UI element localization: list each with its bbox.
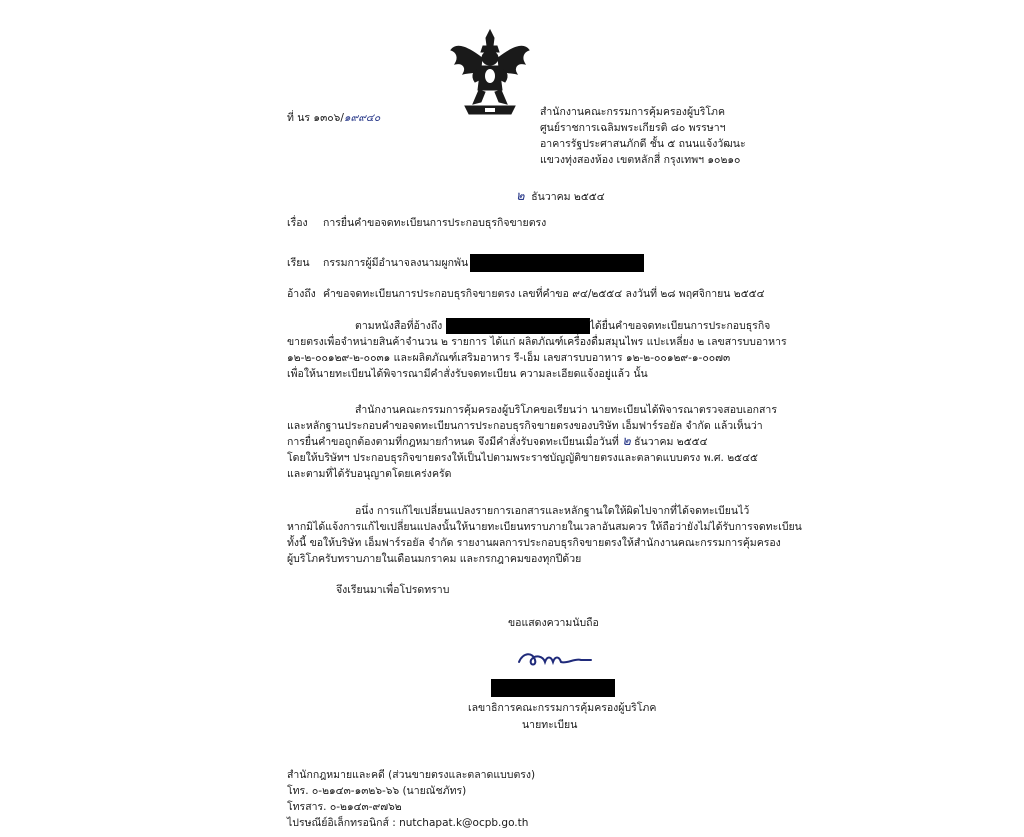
date-day-handwritten: ๒	[516, 189, 525, 204]
para2-day-handwritten: ๒	[622, 434, 631, 449]
para2-line3-start: การยื่นคำขอถูกต้องตามที่กฎหมายกำหนด จึงมีคำสั่งรับจดทะเบียนเมื่อวันที่	[287, 436, 619, 448]
ref-number-handwritten: ๑๙๙๔๐	[343, 112, 381, 124]
ref-prefix: ที่ นร ๑๓๐๖/	[287, 112, 344, 124]
address-line: สำนักงานคณะกรรมการคุ้มครองผู้บริโภค	[540, 106, 725, 118]
footer-line: โทร. ๐-๒๑๔๓-๑๓๒๖-๖๖ (นายณัชภัทร)	[287, 785, 467, 797]
para3-line: ทั้งนี้ ขอให้บริษัท เอ็มฟาร์รอยัล จำกัด รายงานผลการประกอบธุรกิจขายตรงให้สำนักงานคณะกรรมการคุ้มครอง	[287, 537, 781, 549]
para2-line: โดยให้บริษัทฯ ประกอบธุรกิจขายตรงให้เป็นไปตามพระราชบัญญัติขายตรงและตลาดแบบตรง พ.ศ. ๒๕๔๕	[287, 452, 758, 464]
paragraph-3	[287, 503, 802, 567]
address-line: อาคารรัฐประศาสนภักดี ชั้น ๕ ถนนแจ้งวัฒนะ	[540, 138, 746, 150]
footer-contact	[287, 767, 535, 831]
para2-line: และหลักฐานประกอบคำขอจดทะเบียนการประกอบธุรกิจขายตรงของบริษัท เอ็มฟาร์รอยัล จำกัด แล้วเห็นว่า	[287, 420, 763, 432]
para1-line1-end: ได้ยื่นคำขอจดทะเบียนการประกอบธุรกิจ	[589, 320, 771, 332]
para2-line: และตามที่ได้รับอนุญาตโดยเคร่งครัด	[287, 468, 452, 480]
subject-text: การยื่นคำขอจดทะเบียนการประกอบธุรกิจขายตรง	[323, 217, 547, 229]
letter-date	[516, 190, 605, 204]
para1-line: ขายตรงเพื่อจำหน่ายสินค้าจำนวน ๒ รายการ ได้แก่ ผลิตภัณฑ์เครื่องดื่มสมุนไพร แปะเหลี่ยง ๒ เลขสารบบอาหาร	[287, 336, 787, 348]
sender-address	[540, 104, 746, 168]
paragraph-1	[287, 318, 787, 382]
paragraph-2	[287, 402, 777, 482]
signer-title: เลขาธิการคณะกรรมการคุ้มครองผู้บริโภค	[468, 702, 657, 714]
signer-role: นายทะเบียน	[522, 719, 578, 731]
para3-line: อนึ่ง การแก้ไขเปลี่ยนแปลงรายการเอกสารและหลักฐานใดให้ผิดไปจากที่ได้จดทะเบียนไว้	[355, 505, 750, 517]
para1-line: เพื่อให้นายทะเบียนได้พิจารณามีคำสั่งรับจดทะเบียน ความละเอียดแจ้งอยู่แล้ว นั้น	[287, 368, 648, 380]
para1-line1-start: ตามหนังสือที่อ้างถึง	[355, 320, 443, 332]
reference-number	[287, 112, 380, 125]
subject-line	[287, 217, 546, 230]
para2-line: สำนักงานคณะกรรมการคุ้มครองผู้บริโภคขอเรียนว่า นายทะเบียนได้พิจารณาตรวจสอบเอกสาร	[355, 404, 777, 416]
footer-line: โทรสาร. ๐-๒๑๔๓-๙๗๖๒	[287, 801, 402, 813]
address-line: ศูนย์ราชการเฉลิมพระเกียรติ ๘๐ พรรษาฯ	[540, 122, 726, 134]
para1-line: ๑๒-๒-๐๐๑๒๙-๒-๐๐๓๑ และผลิตภัณฑ์เสริมอาหาร รี-เอ็ม เลขสารบบอาหาร ๑๒-๒-๐๐๑๒๙-๑-๐๐๗๓	[287, 352, 731, 364]
reference-line	[287, 288, 765, 301]
addressee-line	[287, 254, 644, 272]
footer-email: ไปรษณีย์อิเล็กทรอนิกส์ : nutchapat.k@ocpb.go.th	[287, 817, 529, 829]
footer-line: สำนักกฎหมายและคดี (ส่วนขายตรงและตลาดแบบตรง)	[287, 769, 536, 781]
signature-icon	[515, 648, 595, 670]
signoff-line: ขอแสดงความนับถือ	[508, 617, 599, 629]
redaction-box	[470, 254, 644, 272]
para3-line: หากมิได้แจ้งการแก้ไขเปลี่ยนแปลงนั้นให้นายทะเบียนทราบภายในเวลาอันสมควร ให้ถือว่ายังไม่ได้รับการจดทะเบียน	[287, 521, 802, 533]
date-month-year: ธันวาคม ๒๕๕๔	[531, 191, 605, 203]
redaction-box	[446, 318, 590, 334]
reference-label: อ้างถึง	[287, 288, 316, 300]
para3-line: ผู้บริโภครับทราบภายในเดือนมกราคม และกรกฎาคมของทุกปีด้วย	[287, 553, 582, 565]
garuda-emblem-icon	[447, 28, 533, 116]
reference-text: คำขอจดทะเบียนการประกอบธุรกิจขายตรง เลขที่คำขอ ๙๔/๒๕๕๔ ลงวันที่ ๒๘ พฤศจิกายน ๒๕๕๔	[323, 288, 765, 300]
subject-label: เรื่อง	[287, 217, 308, 229]
addressee-text: กรรมการผู้มีอำนาจลงนามผูกพัน	[323, 257, 469, 269]
addressee-label: เรียน	[287, 257, 310, 269]
para2-line3-end: ธันวาคม ๒๕๕๔	[634, 436, 708, 448]
closing-line: จึงเรียนมาเพื่อโปรดทราบ	[336, 584, 450, 596]
signer-name-redaction	[491, 679, 615, 697]
address-line: แขวงทุ่งสองห้อง เขตหลักสี่ กรุงเทพฯ ๑๐๒๑๐	[540, 154, 741, 166]
